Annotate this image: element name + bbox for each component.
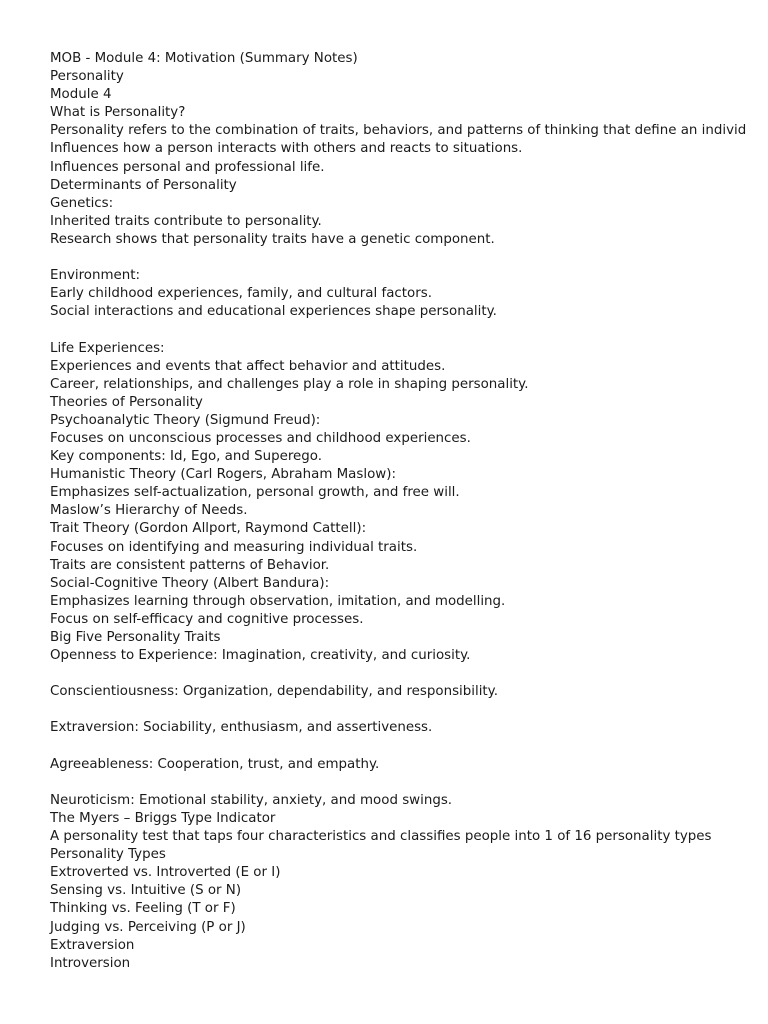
text-line: Big Five Personality Traits [50,630,221,645]
blank-line [50,249,768,267]
text-line: What is Personality? [50,105,186,121]
text-line: Key components: Id, Ego, and Superego. [50,449,322,465]
text-line: Trait Theory (Gordon Allport, Raymond Cattell): [50,521,367,537]
text-line: Maslow’s Hierarchy of Needs. [50,503,248,519]
text-line: Openness to Experience: Imagination, creativity, and curiosity. [50,648,471,664]
text-line: Inherited traits contribute to personality. [50,213,322,229]
text-line: Focus on self-efficacy and cognitive processes. [50,611,364,627]
blank-line [50,774,768,792]
text-line: Humanistic Theory (Carl Rogers, Abraham Maslow): [50,467,396,483]
text-line: Personality refers to the combination of traits, behaviors, and patterns of thinking that define an individ [50,123,747,139]
text-line: Extroverted vs. Introverted (E or I) [50,865,281,881]
text-line: Emphasizes self-actualization, personal growth, and free will. [50,485,460,501]
text-line: Early childhood experiences, family, and cultural factors. [50,286,432,302]
text-line: Social interactions and educational experiences shape personality. [50,304,497,320]
text-line: Environment: [50,268,141,284]
text-line: Influences how a person interacts with others and reacts to situations. [50,141,523,157]
text-line: Determinants of Personality [50,177,237,193]
text-line: Research shows that personality traits have a genetic component. [50,231,495,247]
text-line: Social-Cognitive Theory (Albert Bandura): [50,575,330,591]
text-line: Extraversion: Sociability, enthusiasm, and assertiveness. [50,720,433,736]
text-line: Agreeableness: Cooperation, trust, and empathy. [50,756,380,772]
text-line: Influences personal and professional life. [50,159,325,175]
text-line: Neuroticism: Emotional stability, anxiety, and mood swings. [50,792,453,808]
text-line: Genetics: [50,195,114,211]
text-line: Personality Types [50,847,166,863]
blank-line [50,738,768,756]
text-line: Thinking vs. Feeling (T or F) [50,901,236,917]
text-line: Emphasizes learning through observation, imitation, and modelling. [50,593,506,609]
text-line: Module 4 [50,87,112,103]
blank-line [50,321,768,339]
blank-line [50,701,768,719]
text-line: Focuses on unconscious processes and childhood experiences. [50,430,471,446]
text-line: The Myers – Briggs Type Indicator [50,810,276,826]
text-line: Personality [50,69,124,85]
text-line: Judging vs. Perceiving (P or J) [50,919,246,935]
text-line: Introversion [50,955,131,971]
text-line: Traits are consistent patterns of Behavior. [50,557,330,573]
text-line: Life Experiences: [50,340,165,356]
text-line: Theories of Personality [50,394,203,410]
text-line: Focuses on identifying and measuring individual traits. [50,539,418,555]
text-line: Experiences and events that affect behavior and attitudes. [50,358,446,374]
blank-line [50,665,768,683]
text-line: Psychoanalytic Theory (Sigmund Freud): [50,412,321,428]
text-line: Extraversion [50,937,135,953]
text-line: Career, relationships, and challenges play a role in shaping personality. [50,376,529,392]
text-line: Sensing vs. Intuitive (S or N) [50,883,242,899]
text-line: MOB - Module 4: Motivation (Summary Notes) [50,51,358,66]
text-line: Conscientiousness: Organization, dependability, and responsibility. [50,684,498,700]
document-body [50,50,768,973]
text-line: A personality test that taps four characteristics and classifies people into 1 of 16 personality types [50,829,712,845]
